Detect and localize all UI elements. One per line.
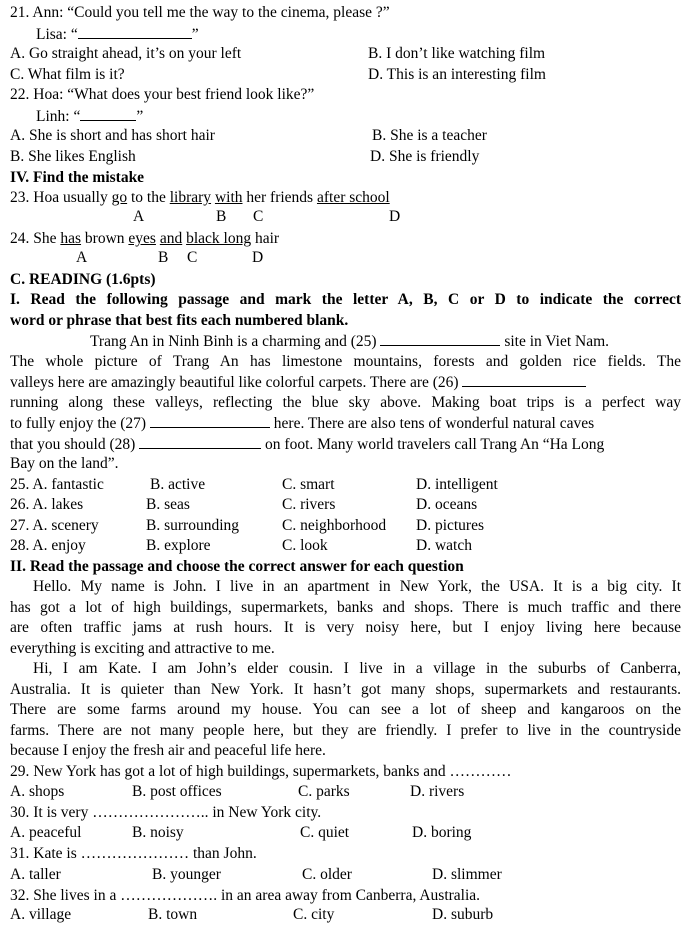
- john-paragraph-line-1: Hello. My name is John. I live in an apartment in New York, the USA. It is a big city. It: [33, 578, 681, 595]
- option-26-a: 26. A. lakes: [10, 496, 84, 513]
- option-30-c: C. quiet: [300, 824, 350, 841]
- option-32-a: A. village: [10, 906, 72, 923]
- passage-1-line-7: Bay on the land”.: [10, 455, 119, 472]
- john-paragraph-line-4: everything is exciting and attractive to me.: [10, 640, 275, 657]
- option-22-a: A. She is short and has short hair: [10, 127, 215, 144]
- option-30-a: A. peaceful: [10, 824, 82, 841]
- option-28-d: D. watch: [416, 537, 472, 554]
- option-31-a: A. taller: [10, 866, 61, 883]
- question-21-stem: 21. Ann: “Could you tell me the way to the cinema, please ?”: [10, 4, 390, 21]
- option-25-d: D. intelligent: [416, 476, 498, 493]
- john-paragraph-line-2: has got a lot of high buildings, supermarkets, banks and shops. There is much traffic and there: [10, 599, 681, 616]
- kate-paragraph-line-4: farms. There are not many people here, but they are friendly. I prefer to live in the countryside: [10, 722, 681, 739]
- section-c-heading: C. READING (1.6pts): [10, 271, 156, 288]
- passage-1-line-4: running along these valleys, reflecting the blue sky above. Making boat trips is a perfect way: [10, 394, 681, 411]
- passage-1-line-6: that you should (28) on foot. Many world travelers call Trang An “Ha Long: [10, 436, 605, 453]
- option-29-b: B. post offices: [132, 783, 222, 800]
- q24-label-b: B: [158, 249, 169, 266]
- option-25-b: B. active: [150, 476, 206, 493]
- option-25-a: 25. A. fantastic: [10, 476, 104, 493]
- answer-blank: [80, 107, 136, 121]
- option-28-a: 28. A. enjoy: [10, 537, 86, 554]
- q24-label-c: C: [187, 249, 198, 266]
- part-1-title-line-2: word or phrase that best fits each numbered blank.: [10, 312, 349, 329]
- question-32-stem: 32. She lives in a ………………. in an area away from Canberra, Australia.: [10, 887, 481, 904]
- kate-paragraph-line-2: Australia. It is quieter than New York. It hasn’t got many shops, supermarkets and restaurants.: [10, 681, 681, 698]
- option-27-b: B. surrounding: [146, 517, 239, 534]
- option-32-d: D. suburb: [432, 906, 494, 923]
- blank-25: [380, 332, 500, 346]
- q24-label-a: A: [76, 249, 88, 266]
- option-26-d: D. oceans: [416, 496, 478, 513]
- option-22-d: D. She is friendly: [370, 148, 480, 165]
- kate-paragraph-line-3: There are some farms around my house. You can see a lot of sheep and kangaroos on the: [10, 701, 681, 718]
- blank-26: [462, 373, 586, 387]
- john-paragraph-line-3: are often traffic jams at rush hours. It is very noisy here, but I enjoy living here because: [10, 619, 681, 636]
- option-30-b: B. noisy: [132, 824, 184, 841]
- option-29-a: A. shops: [10, 783, 65, 800]
- option-21-b: B. I don’t like watching film: [368, 45, 546, 62]
- question-23: 23. Hoa usually go to the library with her friends after school: [10, 189, 390, 206]
- part-2-title: II. Read the passage and choose the correct answer for each question: [10, 558, 464, 575]
- question-30-stem: 30. It is very ………………….. in New York city.: [10, 804, 322, 821]
- passage-1-line-1: Trang An in Ninh Binh is a charming and (25) site in Viet Nam.: [90, 333, 610, 350]
- option-21-a: A. Go straight ahead, it’s on your left: [10, 45, 242, 62]
- question-24: 24. She has brown eyes and black long hair: [10, 230, 280, 247]
- option-26-b: B. seas: [146, 496, 190, 513]
- option-22-c: B. She likes English: [10, 148, 136, 165]
- question-22-stem: 22. Hoa: “What does your best friend look like?”: [10, 86, 315, 103]
- q23-label-c: C: [253, 208, 264, 225]
- answer-blank: [78, 25, 192, 39]
- blank-28: [139, 435, 261, 449]
- option-28-c: C. look: [282, 537, 328, 554]
- option-29-c: C. parks: [298, 783, 350, 800]
- q23-label-d: D: [389, 208, 401, 225]
- q23-label-b: B: [216, 208, 227, 225]
- passage-1-line-2: The whole picture of Trang An has limestone mountains, forests and golden rice fields. The: [10, 353, 681, 370]
- section-iv-heading: IV. Find the mistake: [10, 169, 145, 186]
- q23-label-a: A: [133, 208, 145, 225]
- passage-1-line-5: to fully enjoy the (27) here. There are also tens of wonderful natural caves: [10, 415, 595, 432]
- option-22-b: B. She is a teacher: [372, 127, 487, 144]
- option-21-d: D. This is an interesting film: [368, 66, 546, 83]
- q24-label-d: D: [252, 249, 264, 266]
- option-30-d: D. boring: [412, 824, 472, 841]
- option-31-b: B. younger: [152, 866, 221, 883]
- option-29-d: D. rivers: [410, 783, 465, 800]
- question-31-stem: 31. Kate is ………………… than John.: [10, 845, 257, 862]
- option-31-c: C. older: [302, 866, 352, 883]
- option-21-c: C. What film is it?: [10, 66, 125, 83]
- blank-27: [150, 414, 270, 428]
- question-21-reply: Lisa: “ ”: [36, 26, 199, 43]
- kate-paragraph-line-5: because I enjoy the fresh air and peaceful life here.: [10, 742, 326, 759]
- option-28-b: B. explore: [146, 537, 211, 554]
- passage-1-line-3: valleys here are amazingly beautiful like colorful carpets. There are (26): [10, 373, 586, 392]
- option-32-b: B. town: [148, 906, 198, 923]
- option-27-d: D. pictures: [416, 517, 485, 534]
- option-27-c: C. neighborhood: [282, 517, 387, 534]
- part-1-title-line-1: I. Read the following passage and mark the letter A, B, C or D to indicate the correct: [10, 291, 681, 308]
- kate-paragraph-line-1: Hi, I am Kate. I am John’s elder cousin. I live in a village in the suburbs of Canberra,: [33, 660, 681, 677]
- option-27-a: 27. A. scenery: [10, 517, 99, 534]
- question-22-reply: Linh: “ ”: [36, 108, 144, 125]
- question-29-stem: 29. New York has got a lot of high buildings, supermarkets, banks and …………: [10, 763, 512, 780]
- option-31-d: D. slimmer: [432, 866, 502, 883]
- option-26-c: C. rivers: [282, 496, 336, 513]
- option-25-c: C. smart: [282, 476, 335, 493]
- option-32-c: C. city: [293, 906, 335, 923]
